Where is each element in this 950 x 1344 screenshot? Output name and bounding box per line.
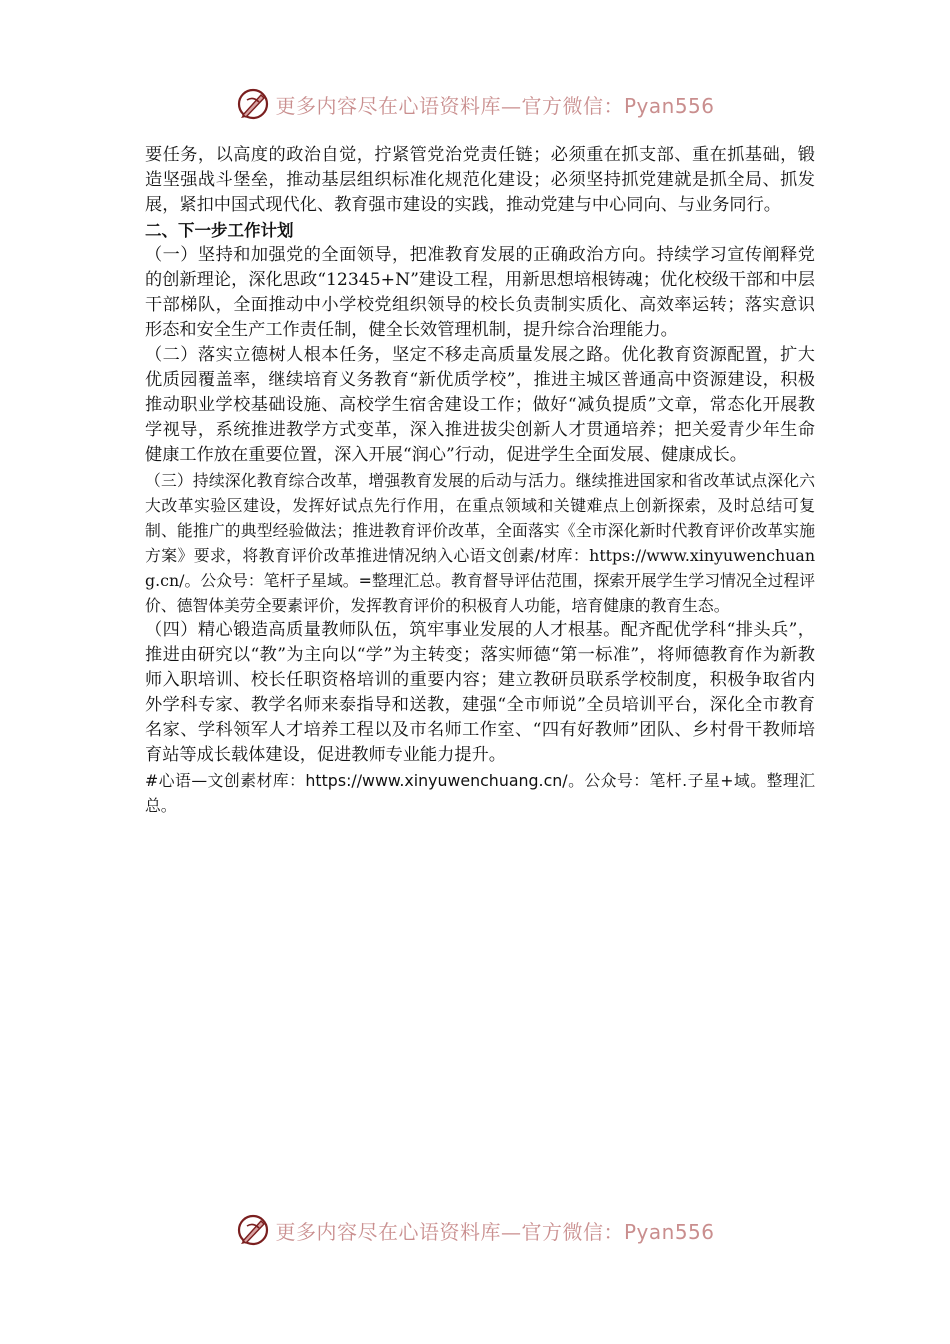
source-note-text-a: #心语—文创素材库： [145,771,306,790]
footer-banner [0,1210,950,1250]
footer-banner-text: 更多内容尽在心语资料库—官方微信：Pyan556 [275,1219,715,1244]
section-heading: 二、下一步工作计划 [145,221,294,240]
plan-item-1: （一）坚持和加强党的全面领导，把准教育发展的正确政治方向。持续学习宣传阐释党的创新理论，深化思政“12345+N”建设工程，用新思想培根铸魂；优化校级干部和中层干部梯队，全面推动中小学校党组织领导的校长负责制实质化、高效率运转；落实意识形态和安全生产工作责任制，健全长效管理机制，提升综合治理能力。 [145,245,815,340]
plan-item-4: （四）精心锻造高质量教师队伍，筑牢事业发展的人才根基。配齐配优学科“排头兵”，推进由研究以“教”为主向以“学”为主转变；落实师德“第一标准”，将师德教育作为新教师入职培训、校长任职资格培训的重要内容；建立教研员联系学校制度，积极争取省内外学科专家、教学名师来泰指导和送教，建强“全市师说”全员培训平台，深化全市教育名家、学科领军人才培养工程以及市名师工作室、“四有好教师”团队、乡村骨干教师培育站等成长载体建设，促进教师专业能力提升。 [145,620,815,765]
plan-item-3 [145,468,815,618]
document-body [145,143,815,818]
source-note [145,768,815,818]
intro-paragraph: 要任务，以高度的政治自觉，拧紧管党治党责任链；必须重在抓支部、重在抓基础，锻造坚强战斗堡垒，推动基层组织标准化规范化建设；必须坚持抓党建就是抓全局、抓发展，紧扣中国式现代化、教育强市建设的实践，推动党建与中心同向、与业务同行。 [145,145,815,215]
header-banner [0,84,950,124]
plan-item-2: （二）落实立德树人根本任务，坚定不移走高质量发展之路。优化教育资源配置，扩大优质园覆盖率，继续培育义务教育“新优质学校”，推进主城区普通高中资源建设，积极推动职业学校基础设施、高校学生宿舍建设工作；做好“减负提质”文章，常态化开展教学视导，系统推进教学方式变革，深入推进拔尖创新人才贯通培养；把关爱青少年生命健康工作放在重要位置，深入开展“润心”行动，促进学生全面发展、健康成长。 [145,345,815,465]
plan-item-3-text-a: （三）持续深化教育综合改革，增强教育发展的后动与活力。继续推进国家和省改革试点深化六大改革实验区建设，发挥好试点先行作用，在重点领域和关键难点上创新探索，及时总结可复制、能推广的典型经验做法；推进教育评价改革，全面落实《全市深化新时代教育评价改革实施方案》要求，将教育评价改革推进情况纳入心语文创素/材库： [145,471,815,565]
plan-item-3-url: https://www.xinyuwenchuang.cn/ [145,546,815,590]
source-note-text-b: 。公众号：笔杆.子星+域。整理汇总。 [145,771,815,815]
pen-logo-icon [235,86,271,122]
source-note-url: https://www.xinyuwenchuang.cn/ [305,771,568,790]
footer-wechat-id: Pyan556 [623,1219,715,1244]
header-wechat-id: Pyan556 [623,93,715,118]
header-banner-text: 更多内容尽在心语资料库—官方微信：Pyan556 [275,93,715,118]
pen-logo-icon [235,1212,271,1248]
plan-item-3-text-b: 。公众号：笔杆子星域。=整理汇总。教育督导评估范围，探索开展学生学习情况全过程评价、德智体美劳全要素评价，发挥教育评价的积极育人功能，培育健康的教育生态。 [145,571,815,615]
